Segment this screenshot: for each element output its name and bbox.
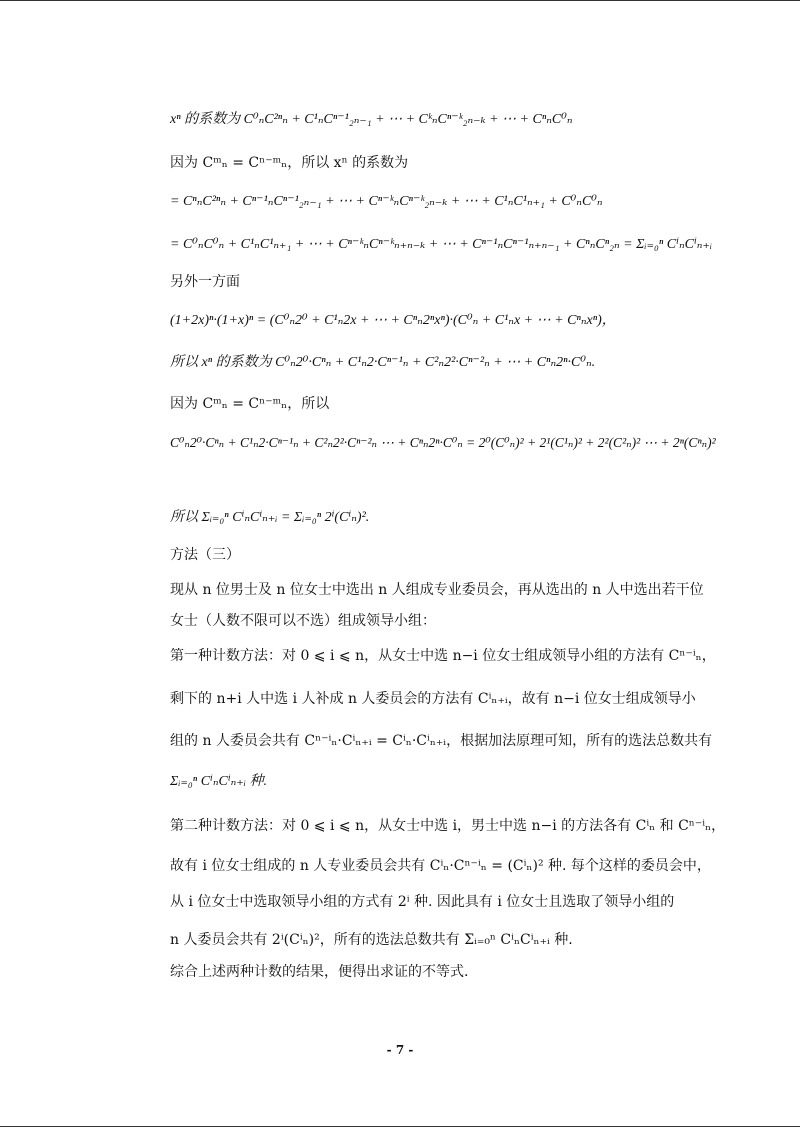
method-2-line-3: 从 i 位女士中选取领导小组的方式有 2ⁱ 种. 因此具有 i 位女士且选取了领导小组的	[170, 894, 675, 910]
formula-expansion-2: = C⁰ₙC⁰ₙ + C¹ₙC¹ₙ₊₁ + ⋯ + Cⁿ⁻ᵏₙCⁿ⁻ᵏₙ₊ₙ₋ₖ + ⋯ + Cⁿ⁻¹ₙCⁿ⁻¹ₙ₊ₙ₋₁ + CⁿₙCⁿ₂ₙ = Σᵢ₌₀ⁿ CⁱₙCⁱₙ₊ᵢ	[170, 237, 713, 252]
method-1-sum: Σᵢ₌₀ⁿ CⁱₙCⁱₙ₊ᵢ 种.	[170, 774, 267, 789]
text-on-the-other-hand: 另外一方面	[170, 274, 240, 290]
bottom-border	[0, 1126, 800, 1127]
formula-expansion-1: = CⁿₙC²ⁿₙ + Cⁿ⁻¹ₙCⁿ⁻¹₂ₙ₋₁ + ⋯ + Cⁿ⁻ᵏₙCⁿ⁻ᵏ₂ₙ₋ₖ + ⋯ + C¹ₙC¹ₙ₊₁ + C⁰ₙC⁰ₙ	[170, 194, 603, 209]
page-number: - 7 -	[386, 1043, 414, 1057]
method-1-line-3: 组的 n 人委员会共有 Cⁿ⁻ⁱₙ·Cⁱₙ₊ᵢ = Cⁱₙ·Cⁱₙ₊ᵢ，根据加法原理可知，所有的选法总数共有	[170, 733, 713, 749]
method-1-line-2: 剩下的 n+i 人中选 i 人补成 n 人委员会的方法有 Cⁱₙ₊ᵢ，故有 n−i 位女士组成领导小	[170, 691, 696, 707]
method-2-line-1: 第二种计数方法：对 0 ⩽ i ⩽ n，从女士中选 i，男士中选 n−i 的方法各有 Cⁱₙ 和 Cⁿ⁻ⁱₙ，	[170, 818, 726, 834]
method-2-line-4: n 人委员会共有 2ⁱ(Cⁱₙ)²，所有的选法总数共有 Σᵢ₌₀ⁿ CⁱₙCⁱₙ₊ᵢ 种.	[170, 932, 573, 948]
method-1-line-1: 第一种计数方法：对 0 ⩽ i ⩽ n，从女士中选 n−i 位女士组成领导小组的方法有 Cⁿ⁻ⁱₙ，	[170, 648, 716, 664]
paragraph-line-1: 现从 n 位男士及 n 位女士中选出 n 人组成专业委员会，再从选出的 n 人中选出若干位	[170, 582, 704, 598]
formula-conclusion: 所以 Σᵢ₌₀ⁿ CⁱₙCⁱₙ₊ᵢ = Σᵢ₌₀ⁿ 2ⁱ(Cⁱₙ)².	[170, 510, 370, 525]
top-border	[0, 0, 800, 1]
method-2-line-2: 故有 i 位女士组成的 n 人专业委员会共有 Cⁱₙ·Cⁿ⁻ⁱₙ = (Cⁱₙ)² 种. 每个这样的委员会中，	[170, 858, 711, 874]
formula-coefficient-xn: xⁿ 的系数为 C⁰ₙC²ⁿₙ + C¹ₙCⁿ⁻¹₂ₙ₋₁ + ⋯ + CᵏₙCⁿ⁻ᵏ₂ₙ₋ₖ + ⋯ + CⁿₙC⁰ₙ	[170, 112, 573, 127]
paragraph-line-2: 女士（人数不限可以不选）组成领导小组：	[170, 613, 436, 629]
text-because-1: 因为 Cᵐₙ = Cⁿ⁻ᵐₙ，所以 xⁿ 的系数为	[170, 155, 409, 171]
formula-product: (1+2x)ⁿ·(1+x)ⁿ = (C⁰ₙ2⁰ + C¹ₙ2x + ⋯ + Cⁿₙ2ⁿxⁿ)·(C⁰ₙ + C¹ₙx + ⋯ + Cⁿₙxⁿ)，	[170, 313, 616, 328]
formula-long-equality: C⁰ₙ2⁰·Cⁿₙ + C¹ₙ2·Cⁿ⁻¹ₙ + C²ₙ2²·Cⁿ⁻²ₙ ⋯ + Cⁿₙ2ⁿ·C⁰ₙ = 2⁰(C⁰ₙ)² + 2¹(C¹ₙ)² + 2²(C²ₙ)² ⋯ + 2ⁿ(Cⁿₙ)²	[170, 435, 716, 450]
text-because-2: 因为 Cᵐₙ = Cⁿ⁻ᵐₙ，所以	[170, 396, 330, 412]
formula-coefficient-2: 所以 xⁿ 的系数为 C⁰ₙ2⁰·Cⁿₙ + C¹ₙ2·Cⁿ⁻¹ₙ + C²ₙ2²·Cⁿ⁻²ₙ + ⋯ + Cⁿₙ2ⁿ·C⁰ₙ.	[170, 355, 596, 370]
heading-method-3: 方法（三）	[170, 547, 240, 563]
closing-statement: 综合上述两种计数的结果，便得出求证的不等式.	[170, 964, 469, 980]
